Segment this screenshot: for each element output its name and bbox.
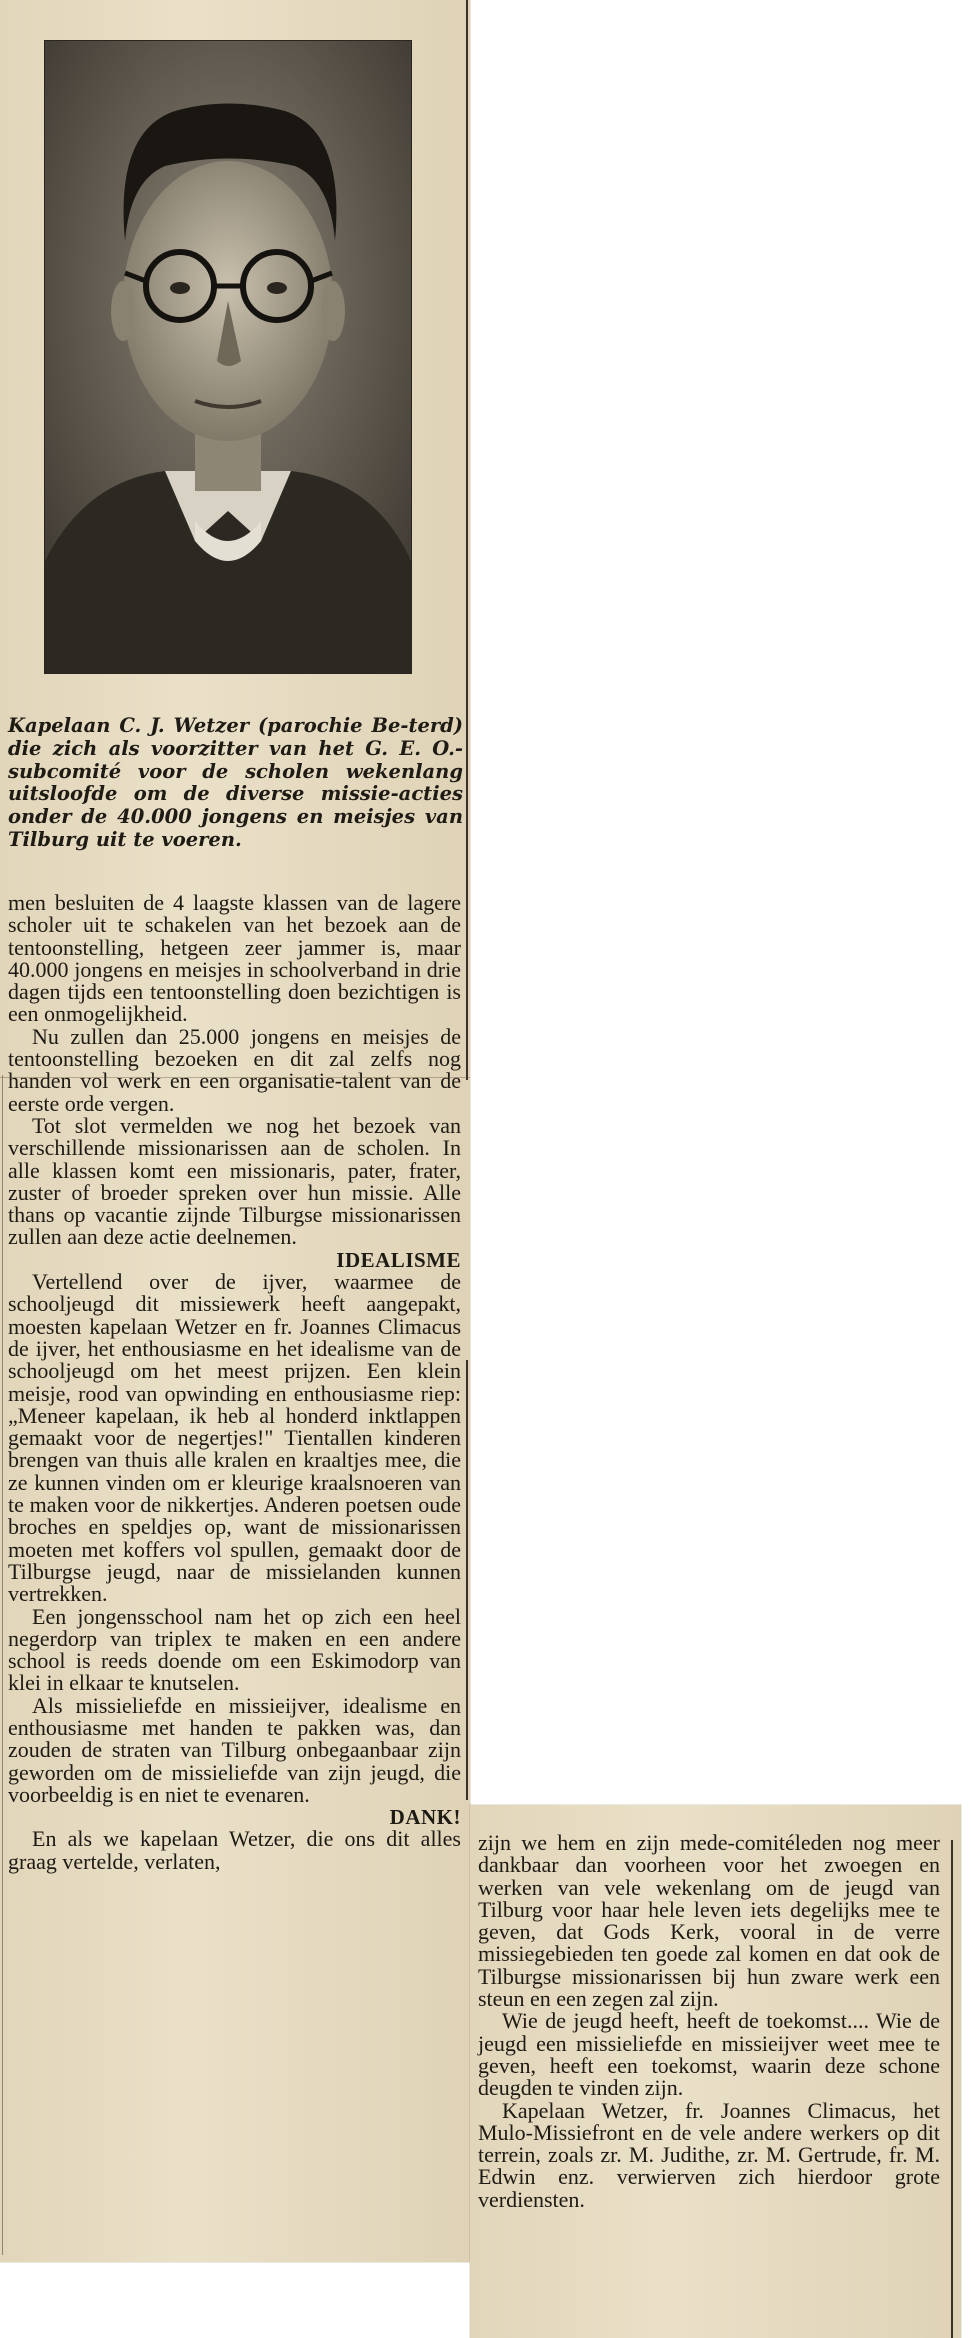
paragraph: Kapelaan Wetzer, fr. Joannes Climacus, het Mulo-Missiefront en de vele andere werkers op dit terrein, zoals zr. M. Judithe, zr. M. Gertrude, fr. M. Edwin enz. verwierven zich hierdoor grote verdiensten. [478,2097,940,2212]
paragraph: En als we kapelaan Wetzer, die ons dit alles graag vertelde, verlaten, [8,1826,461,1874]
section-heading-idealisme: IDEALISME [336,1247,461,1272]
portrait-illustration [45,41,411,673]
section-heading-dank: DANK! [389,1805,461,1830]
paragraph: zijn we hem en zijn mede-comitéleden nog meer dankbaar dan voorheen voor het zwoegen en werken van vele wekenlang om de jeugd van Tilburg voor haar hele leven iets degelijks mee te geven, dat Gods Kerk, vooral in de verre missiegebieden ten goede zal komen en dat ook de Tilburgse missionarissen bij hun zware werk een steun en een zegen zal zijn. [478,1830,940,2012]
paragraph: Tot slot vermelden we nog het bezoek van verschillende missionarissen aan de scholen. In alle klassen komt een missionaris, pater, frater, zuster of broeder spreken over hun missie. Alle thans op vacantie zijnde Tilburgse missionarissen zullen aan deze actie deelnemen. [8,1112,461,1250]
column-rule-right-lower [466,1360,468,1800]
paragraph: Wie de jeugd heeft, heeft de toekomst.... Wie de jeugd een missieliefde en missieijver weet mee te geven, heeft een toekomst, waarin deze schone deugden te vinden zijn. [478,2008,940,2101]
portrait-photo [44,40,412,674]
column-rule-right [466,0,468,1080]
paragraph: men besluiten de 4 laagste klassen van de lagere scholer uit te schakelen van het bezoek aan de tentoonstelling, hetgeen zeer jammer is, maar 40.000 jongens en meisjes in schoolverband in drie dagen tijds een tentoonstelling doen bezichtigen is een onmogelijkheid. [8,890,461,1027]
column-rule-second [951,1840,953,2338]
column-second-text [478,1832,940,2211]
column-main-text [8,892,461,1873]
photo-caption: Kapelaan C. J. Wetzer (parochie Be-terd) die zich als voorzitter van het G. E. O.-subcomité voor de scholen wekenlang uitsloofde om de diverse missie-acties onder de 40.000 jongens en meisjes van Tilburg uit te voeren. [8,714,463,851]
paragraph: Nu zullen dan 25.000 jongens en meisjes de tentoonstelling bezoeken en dit zal zelfs nog handen vol werk en een organisatie-talent van de eerste orde vergen. [8,1023,461,1116]
paragraph: Als missieliefde en missieijver, idealisme en enthousiasme met handen te pakken was, dan zouden de straten van Tilburg onbegaanbaar zijn geworden om de missieliefde van zijn jeugd, die voorbeeldig is en niet te evenaren. [8,1692,461,1807]
paragraph: Een jongensschool nam het op zich een heel negerdorp van triplex te maken en een andere school is reeds doende om een Eskimodorp van klei in elkaar te knutselen. [8,1603,461,1696]
column-rule-left [2,1075,3,2255]
fold-line [0,1077,470,1078]
paragraph: Vertellend over de ijver, waarmee de schooljeugd dit missiewerk heeft aangepakt, moesten kapelaan Wetzer en fr. Joannes Climacus de ijver, het enthousiasme en het idealisme van de schooljeugd om het meest prijzen. Een klein meisje, rood van opwinding en enthousiasme riep: „Meneer kapelaan, ik heb al honderd inktlappen gemaakt voor de negertjes!" Tientallen kinderen brengen van thuis alle kralen en kraaltjes mee, die ze kunnen vinden om er kleurige kraalsnoeren van te maken voor de nikkertjes. Anderen poetsen oude broches en speldjes op, want de missionarissen moeten met koffers vol spullen, gemaakt door de Tilburgse jeugd, naar de missielanden kunnen vertrekken. [8,1269,461,1607]
